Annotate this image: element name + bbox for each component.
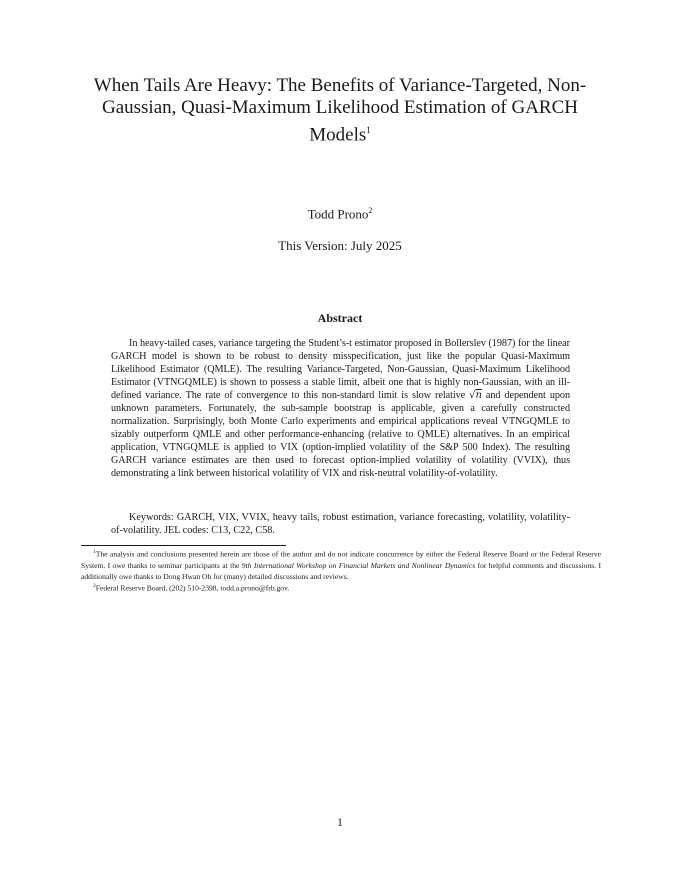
footnote-1-text-after: for helpful comments and discussions. I additionally owe thanks to Dong Hwan Oh for (many) detailed discussions and reviews.	[81, 560, 601, 581]
sqrt-radicand: n	[475, 390, 482, 401]
sqrt-n-symbol	[469, 390, 482, 401]
paper-title	[70, 75, 610, 146]
sqrt-sign: √	[469, 390, 476, 401]
footnote-2-text: Federal Reserve Board, (202) 510-2398, todd.a.prono@frb.gov.	[95, 583, 290, 593]
footnote-1-text-before: The analysis and conclusions presented herein are those of the author and do not indicate concurrence by either the Federal Reserve Board or the Federal Reserve System. I owe thanks to seminar participants at the	[81, 549, 601, 570]
abstract-text-part1: In heavy-tailed cases, variance targeting the Student’s-t estimator proposed in Bollerslev (1987) for the linear GARCH model is shown to be robust to density misspecification, just like the popular Quasi-Maximum Likelihood Estimator (QMLE). The resulting Variance-Targeted, Non-Gaussian, Quasi-Maximum Likelihood Estimator (VTNGQMLE) is shown to possess a stable limit, albeit one that is highly non-Gaussian, with an ill-defined variance. The rate of convergence to this non-standard limit is slow relative	[111, 338, 570, 401]
title-text: When Tails Are Heavy: The Benefits of Variance-Targeted, Non-Gaussian, Quasi-Maximum Likelihood Estimation of GARCH Models	[93, 75, 587, 146]
abstract-heading: Abstract	[317, 311, 363, 325]
footnote-rule	[81, 545, 286, 546]
title-footnote-mark[interactable]: 1	[366, 125, 371, 135]
version-date: This Version: July 2025	[278, 238, 402, 253]
keywords: Keywords: GARCH, VIX, VVIX, heavy tails, robust estimation, variance forecasting, volatility, volatility-of-volatility. JEL codes: C13, C22, C58.	[111, 512, 570, 536]
footnote-1	[81, 547, 601, 582]
footnote-1-workshop: 9th International Workshop on Financial Markets and Nonlinear Dynamics	[241, 560, 476, 570]
page-number: 1	[337, 815, 343, 829]
author	[0, 206, 680, 222]
abstract-text-part2: and dependent upon unknown parameters. Fortunately, the sub-sample bootstrap is applicable, given a carefully constructed normalization. Surprisingly, both Monte Carlo experiments and empirical applications reveal VTNGQMLE to sizably outperform QMLE and other performance-enhancing (relative to QMLE) alternatives. In an empirical application, VTNGQMLE is applied to VIX (option-implied volatility of the S&P 500 Index). The resulting GARCH variance estimates are then used to forecast option-implied volatility of volatility (VVIX), thus demonstrating a link between historical volatility of VIX and risk-neutral volatility-of-volatility.	[111, 390, 570, 479]
author-name: Todd Prono	[307, 206, 369, 222]
footnote-2-mark: 2	[93, 583, 96, 589]
author-footnote-mark[interactable]: 2	[368, 206, 373, 215]
footnote-1-mark: 1	[93, 549, 96, 555]
footnote-2	[81, 581, 601, 594]
abstract-body	[111, 337, 570, 480]
